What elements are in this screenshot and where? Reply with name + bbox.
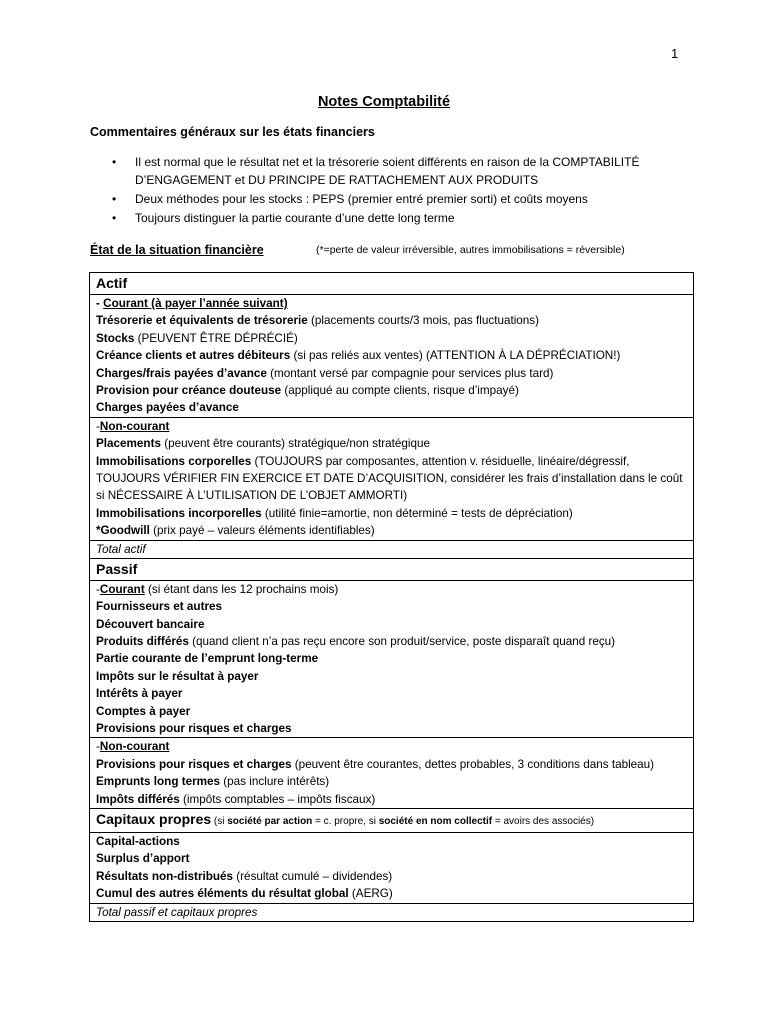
capitaux-title: Capitaux propres — [96, 810, 212, 827]
table-row: Résultats non-distribués (résultat cumulé – dividendes) — [96, 869, 393, 883]
table-row: Produits différés (quand client n’a pas reçu encore son produit/service, poste disparaît quand reçu) — [96, 634, 616, 648]
list-item: • Il est normal que le résultat net et la trésorerie soient différents en raison de la COMPTABILITÉ D’ENGAGEMENT et DU PRINCIPE DE RATTACHEMENT AUX PRODUITS — [112, 155, 640, 187]
section-note: (*=perte de valeur irréversible, autres immobilisations = réversible) — [316, 244, 625, 256]
list-item: • Deux méthodes pour les stocks : PEPS (premier entré premier sorti) et coûts moyens — [112, 192, 588, 206]
table-row: Fournisseurs et autres — [96, 600, 223, 614]
bullet-icon: • — [112, 192, 117, 206]
table-row: Comptes à payer — [96, 704, 191, 718]
table-row: Charges payées d’avance — [96, 401, 239, 415]
table-row: *Goodwill (prix payé – valeurs éléments identifiables) — [96, 524, 375, 538]
page-number: 1 — [671, 46, 679, 61]
table-row: Capital-actions — [96, 834, 180, 848]
table-row: Immobilisations corporelles (TOUJOURS par composantes, attention v. résiduelle, linéaire/dégressif, TOUJOURS VÉRIFIER FIN EXERCICE ET DATE D’ACQUISITION, considérer les frais d’installation dans le coût si NÉCESSAIRE À L’UTILISATION DE L’OBJET AMMORTI) — [96, 454, 683, 503]
passif-non-courant-heading: -Non-courant — [96, 740, 170, 754]
section-heading: État de la situation financière — [90, 243, 264, 257]
table-row: Provisions pour risques et charges — [96, 721, 292, 735]
table-row: Partie courante de l’emprunt long-terme — [96, 652, 319, 666]
table-row: Immobilisations incorporelles (utilité finie=amortie, non déterminé = tests de dépréciation) — [96, 506, 573, 520]
actif-courant-heading: - Courant (à payer l’année suivant) — [96, 297, 288, 310]
table-row: Impôts différés (impôts comptables – impôts fiscaux) — [96, 792, 376, 806]
actif-non-courant-heading: -Non-courant — [96, 419, 170, 433]
actif-non-courant-cell — [90, 417, 694, 540]
table-row: Impôts sur le résultat à payer — [96, 669, 259, 683]
financial-position-table — [89, 272, 694, 922]
capitaux-header — [90, 808, 694, 832]
passif-courant-cell — [90, 580, 694, 738]
table-row: Trésorerie et équivalents de trésorerie (placements courts/3 mois, pas fluctuations) — [96, 314, 540, 328]
passif-non-courant-cell — [90, 738, 694, 809]
table-row: Provision pour créance douteuse (appliqué au compte clients, risque d’impayé) — [96, 384, 519, 398]
bullet-icon: • — [112, 155, 117, 169]
page-title: Notes Comptabilité — [317, 94, 451, 110]
table-row: Stocks (PEUVENT ÊTRE DÉPRÉCIÉ) — [96, 331, 298, 345]
passif-courant-heading: -Courant (si étant dans les 12 prochains mois) — [96, 582, 339, 596]
capitaux-cell — [90, 832, 694, 903]
table-row: Intérêts à payer — [96, 687, 183, 701]
general-comments-list — [90, 153, 690, 228]
passif-header: Passif — [90, 558, 694, 580]
capitaux-note: (si société par action = c. propre, si société en nom collectif = avoirs des associés) — [211, 815, 595, 827]
actif-header: Actif — [90, 273, 694, 295]
general-comments-heading: Commentaires généraux sur les états financiers — [90, 125, 375, 139]
bullet-icon: • — [112, 211, 117, 225]
table-row: Emprunts long termes (pas inclure intérêts) — [96, 775, 330, 789]
table-row: Surplus d’apport — [96, 852, 190, 866]
total-passif-capitaux: Total passif et capitaux propres — [90, 903, 694, 921]
table-row: Charges/frais payées d’avance (montant versé par compagnie pour services plus tard) — [96, 366, 554, 380]
table-row: Cumul des autres éléments du résultat global (AERG) — [96, 887, 393, 901]
table-row: Créance clients et autres débiteurs (si pas reliés aux ventes) (ATTENTION À LA DÉPRÉCIATION!) — [96, 349, 621, 363]
table-row: Placements (peuvent être courants) stratégique/non stratégique — [96, 437, 430, 451]
section-heading-row — [90, 243, 625, 257]
table-row: Provisions pour risques et charges (peuvent être courantes, dettes probables, 3 conditions dans tableau) — [96, 757, 655, 771]
total-actif: Total actif — [90, 540, 694, 558]
table-row: Découvert bancaire — [96, 617, 205, 631]
list-item: • Toujours distinguer la partie courante d’une dette long terme — [112, 211, 455, 225]
actif-courant-cell — [90, 295, 694, 418]
